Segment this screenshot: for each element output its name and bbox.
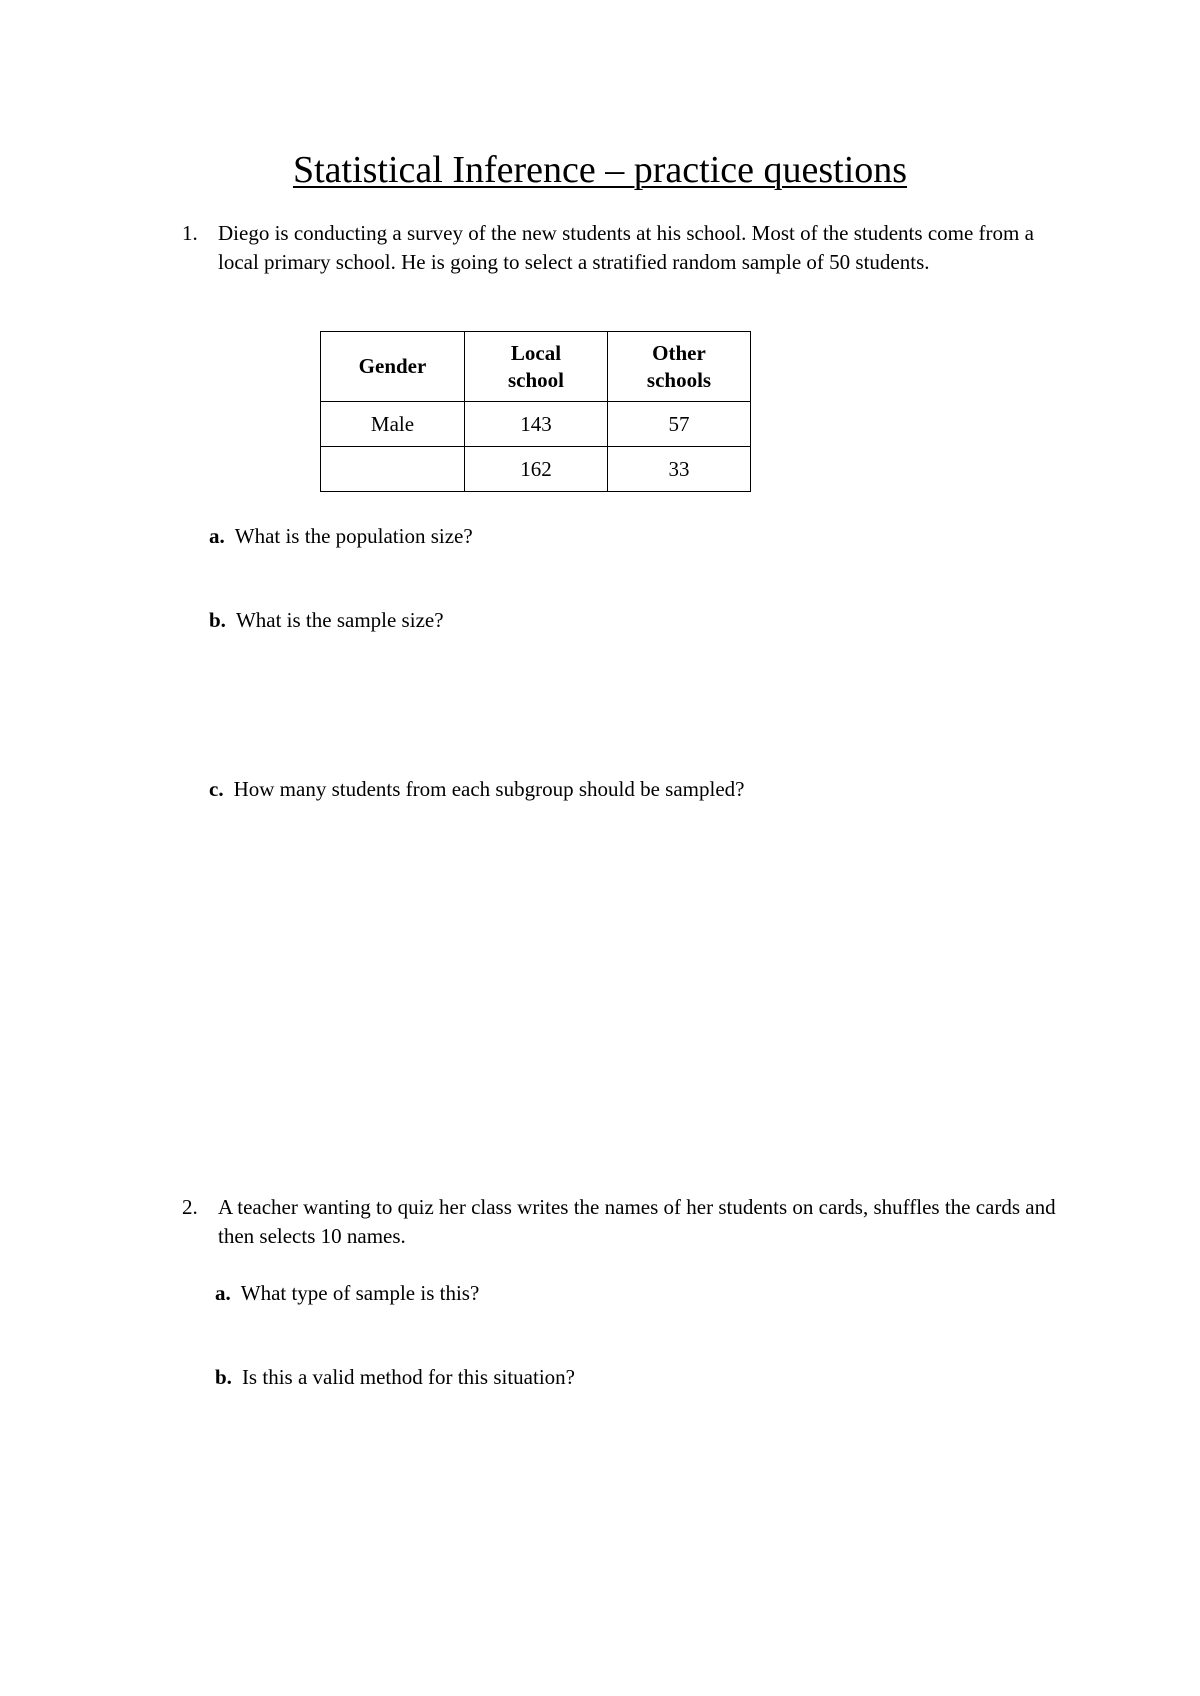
table-row [321, 402, 751, 447]
part-letter: b. [215, 1365, 232, 1389]
part-text: What is the population size? [234, 524, 473, 548]
table-cell: 57 [608, 402, 751, 447]
table-cell: 33 [608, 447, 751, 492]
question-1-number: 1. [182, 221, 198, 245]
question-1-text: Diego is conducting a survey of the new students at his school. Most of the students come from a local primary school. He is going to select a stratified random sample of 50 students. [218, 221, 1034, 274]
part-text: What type of sample is this? [240, 1281, 480, 1305]
table-header-cell [608, 332, 751, 402]
table-cell: Male [321, 402, 465, 447]
table-header-text: Other schools [646, 340, 712, 392]
question-1c [209, 775, 744, 803]
part-letter: b. [209, 608, 226, 632]
table-header-row [321, 332, 751, 402]
question-1b [209, 606, 444, 634]
enrolment-table [320, 331, 751, 492]
question-2-text: A teacher wanting to quiz her class writes the names of her students on cards, shuffles the cards and then selects 10 names. [218, 1195, 1056, 1248]
question-1a [209, 522, 473, 550]
question-2-number: 2. [182, 1195, 198, 1219]
table-row [321, 447, 751, 492]
table-header-text: Local school [507, 340, 564, 392]
part-text: What is the sample size? [235, 608, 444, 632]
part-letter: a. [215, 1281, 231, 1305]
part-letter: c. [209, 777, 224, 801]
table-cell: 162 [465, 447, 608, 492]
question-2a [215, 1279, 479, 1307]
part-letter: a. [209, 524, 225, 548]
table-cell [321, 447, 465, 492]
question-2b [215, 1363, 575, 1391]
part-text: Is this a valid method for this situation? [241, 1365, 575, 1389]
page-title: Statistical Inference – practice questions [292, 149, 908, 191]
part-text: How many students from each subgroup should be sampled? [233, 777, 745, 801]
table-header-cell: Gender [321, 332, 465, 402]
table-cell: 143 [465, 402, 608, 447]
table-header-cell [465, 332, 608, 402]
